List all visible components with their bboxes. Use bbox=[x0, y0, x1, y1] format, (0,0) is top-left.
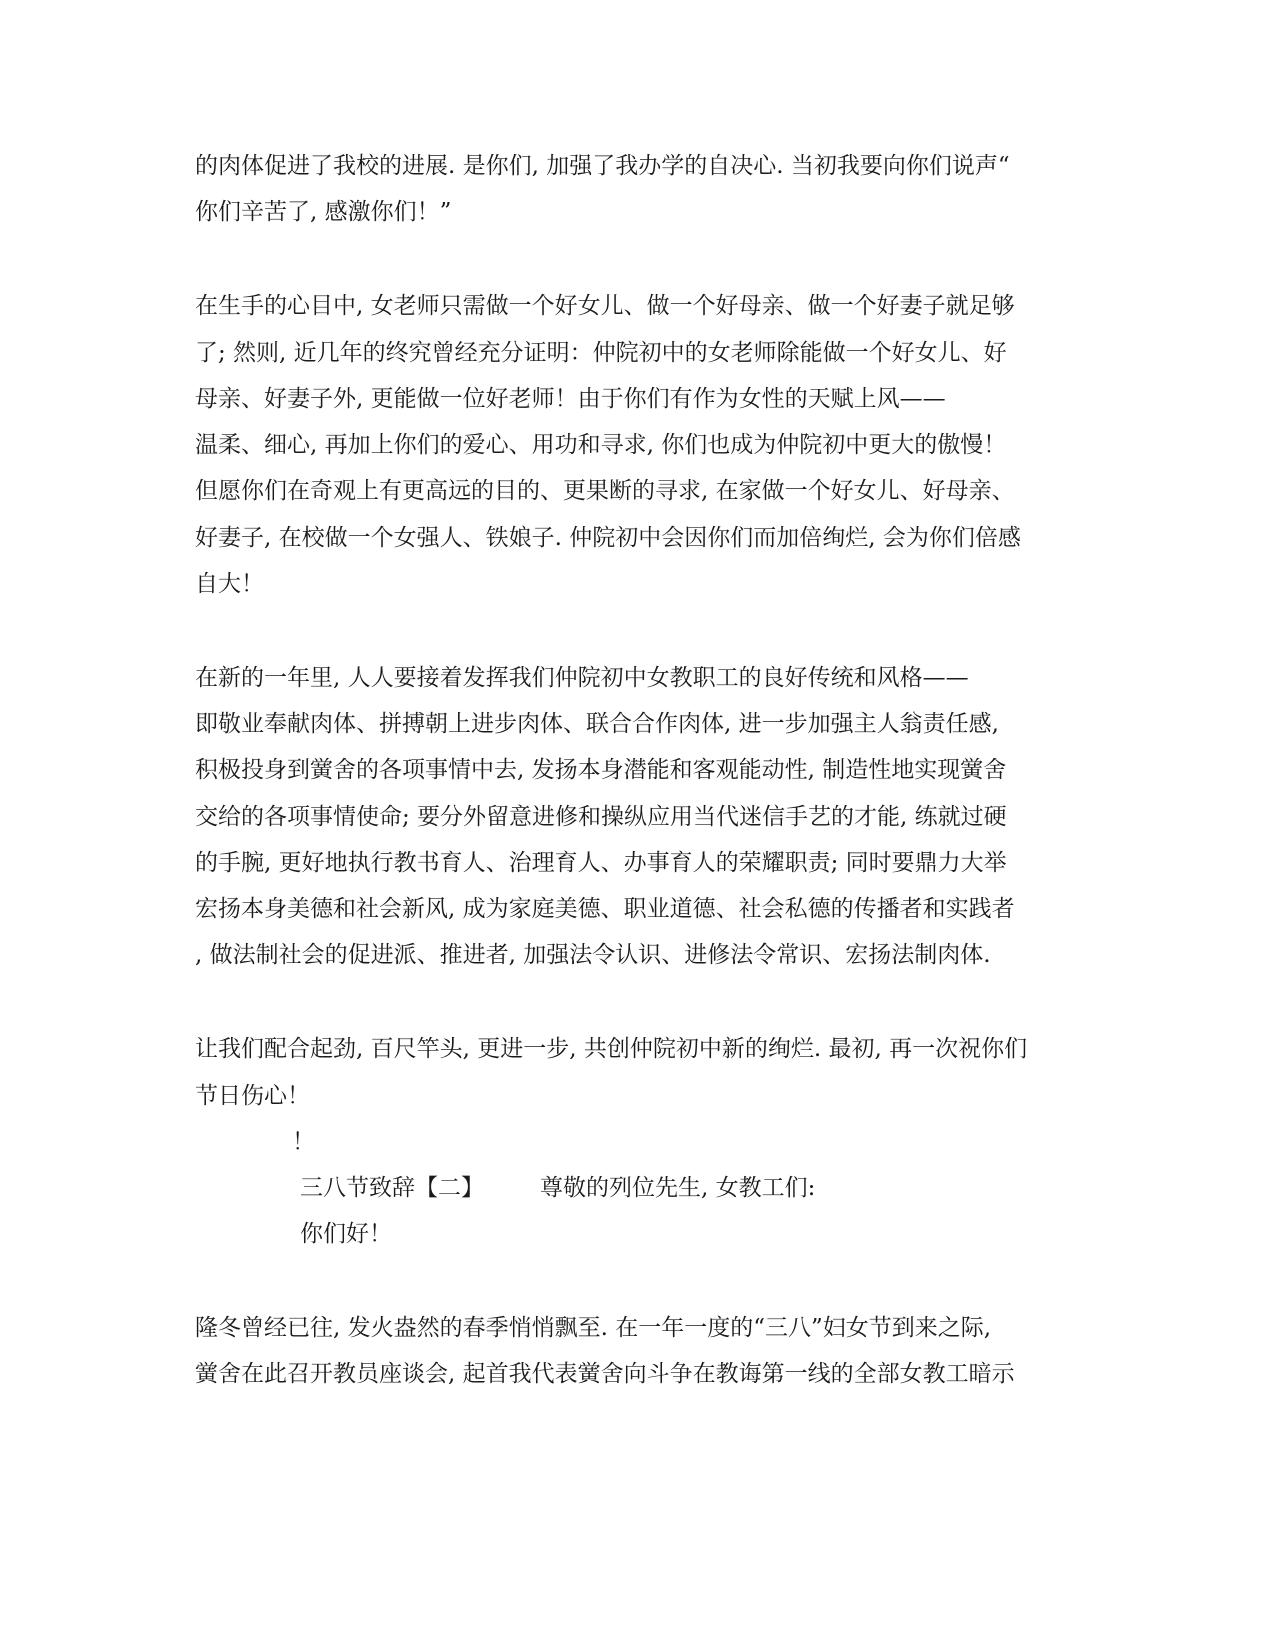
paragraph-5-line-1: 隆冬曾经已往, 发火盎然的春季悄悄飘至. 在一年一度的“三八”妇女节到来之际, bbox=[195, 1315, 992, 1341]
paragraph-5-line-2: 黉舍在此召开教员座谈会, 起首我代表黉舍向斗争在教诲第一线的全部女教工暗示 bbox=[195, 1361, 1015, 1387]
greeting: 你们好！ bbox=[300, 1221, 392, 1247]
salutation: 尊敬的列位先生, 女教工们: bbox=[540, 1175, 816, 1201]
paragraph-3-line-2: 即敬业奉献肉体、拼搏朝上进步肉体、联合合作肉体, 进一步加强主人翁责任感, bbox=[195, 711, 999, 737]
exclamation-line: ！ bbox=[292, 1129, 315, 1155]
paragraph-3-line-5: 的手腕, 更好地执行教书育人、治理育人、办事育人的荣耀职责; 同时要鼎力大举 bbox=[195, 850, 1007, 876]
paragraph-3-line-3: 积极投身到黉舍的各项事情中去, 发扬本身潜能和客观能动性, 制造性地实现黉舍 bbox=[195, 757, 1007, 783]
paragraph-1-line-2: 你们辛苦了, 感激你们！” bbox=[195, 199, 452, 225]
paragraph-3-line-6: 宏扬本身美德和社会新风, 成为家庭美德、职业道德、社会私德的传播者和实践者 bbox=[195, 896, 1015, 922]
paragraph-2-line-6: 好妻子, 在校做一个女强人、铁娘子. 仲院初中会因你们而加倍绚烂, 会为你们倍感 bbox=[195, 525, 1021, 551]
paragraph-2-line-4: 温柔、细心, 再加上你们的爱心、用功和寻求, 你们也成为仲院初中更大的傲慢！ bbox=[195, 432, 1007, 458]
section-heading: 三八节致辞【二】 bbox=[300, 1175, 484, 1201]
paragraph-3-line-7: , 做法制社会的促进派、推进者, 加强法令认识、进修法令常识、宏扬法制肉体. bbox=[195, 942, 991, 968]
paragraph-3-line-1: 在新的一年里, 人人要接着发挥我们仲院初中女教职工的良好传统和风格—— bbox=[195, 665, 969, 691]
paragraph-2-line-3: 母亲、好妻子外, 更能做一位好老师！由于你们有作为女性的天赋上风—— bbox=[195, 386, 946, 412]
paragraph-2-line-1: 在生手的心目中, 女老师只需做一个好女儿、做一个好母亲、做一个好妻子就足够 bbox=[195, 293, 1015, 319]
paragraph-4-line-2: 节日伤心！ bbox=[195, 1083, 310, 1109]
paragraph-1-line-1: 的肉体促进了我校的进展. 是你们, 加强了我办学的自决心. 当初我要向你们说声“ bbox=[195, 153, 1010, 179]
paragraph-4-line-1: 让我们配合起劲, 百尺竿头, 更进一步, 共创仲院初中新的绚烂. 最初, 再一次祝你们 bbox=[195, 1036, 1028, 1062]
paragraph-3-line-4: 交给的各项事情使命; 要分外留意进修和操纵应用当代迷信手艺的才能, 练就过硬 bbox=[195, 804, 1007, 830]
paragraph-2-line-7: 自大！ bbox=[195, 571, 264, 597]
paragraph-2-line-5: 但愿你们在奇观上有更高远的目的、更果断的寻求, 在家做一个好女儿、好母亲、 bbox=[195, 478, 1015, 504]
paragraph-2-line-2: 了; 然则, 近几年的终究曾经充分证明：仲院初中的女老师除能做一个好女儿、好 bbox=[195, 340, 1007, 366]
